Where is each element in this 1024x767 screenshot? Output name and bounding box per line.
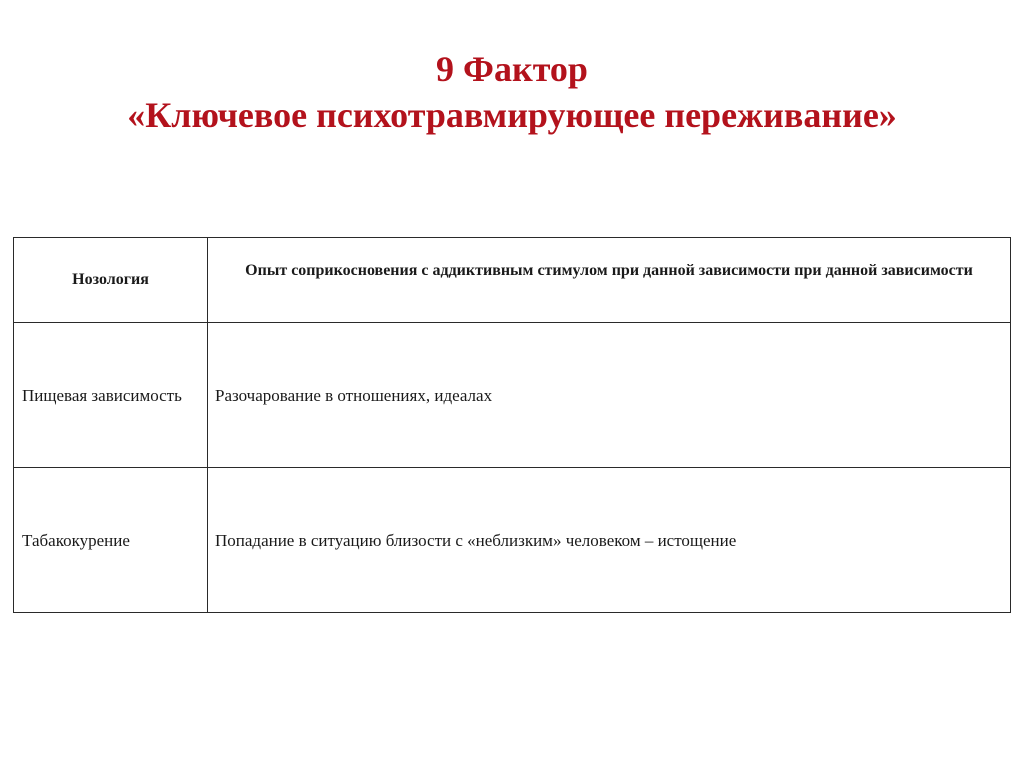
slide-title: [0, 46, 1024, 138]
factor-table: [13, 237, 1011, 613]
cell-nosology: Пищевая зависимость: [14, 323, 208, 468]
header-nosology: Нозология: [14, 238, 208, 323]
slide-title-line-2: «Ключевое психотравмирующее переживание»: [127, 95, 897, 136]
cell-nosology: Табакокурение: [14, 468, 208, 613]
table-row: [14, 468, 1011, 613]
cell-experience: Попадание в ситуацию близости с «неблизким» человеком – истощение: [208, 468, 1011, 613]
table-header-row: [14, 238, 1011, 323]
slide-title-line-1: 9 Фактор: [436, 49, 588, 90]
header-experience: Опыт соприкосновения с аддиктивным стимулом при данной зависимости при данной зависимости: [208, 238, 1011, 323]
table-row: [14, 323, 1011, 468]
cell-experience: Разочарование в отношениях, идеалах: [208, 323, 1011, 468]
